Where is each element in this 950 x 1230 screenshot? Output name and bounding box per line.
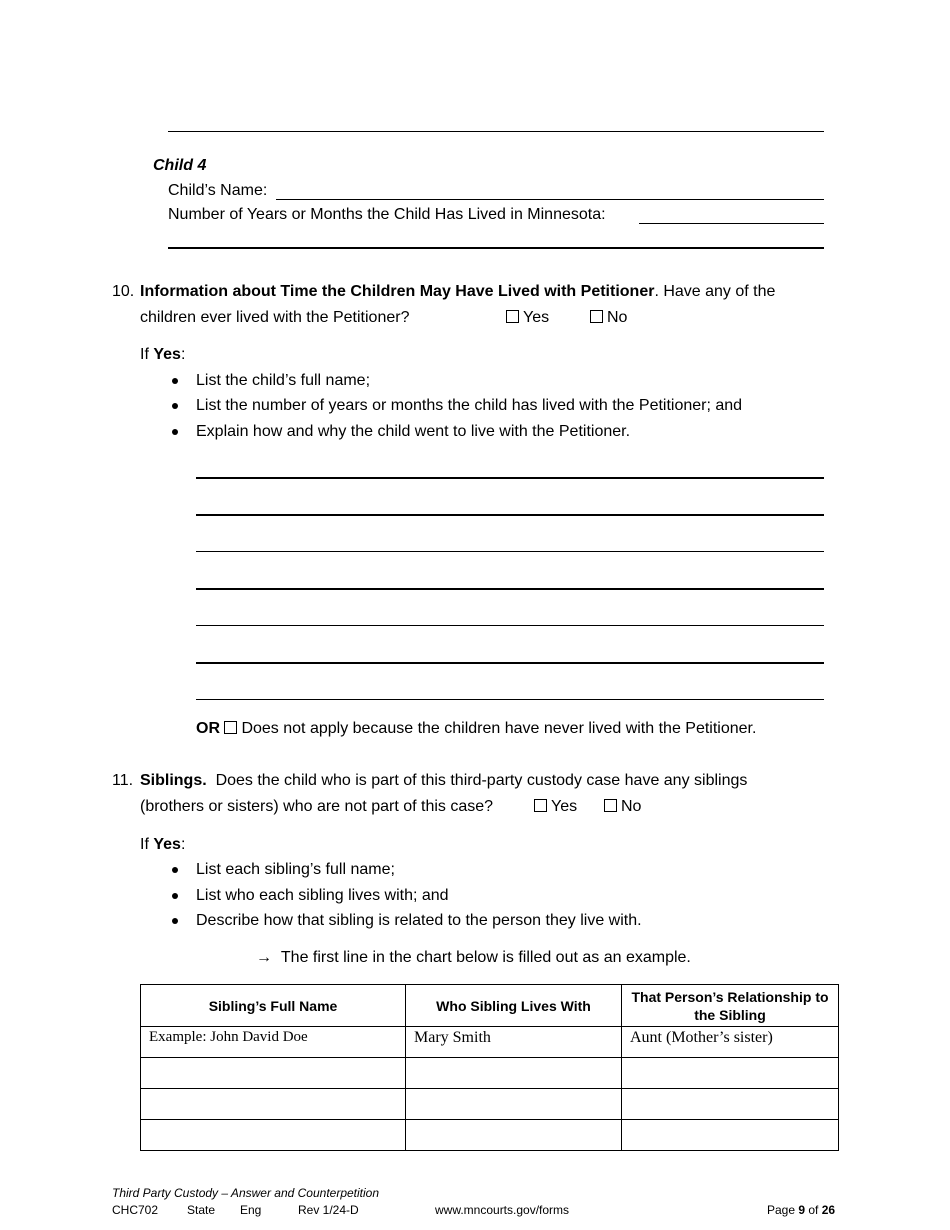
page-total: 26 — [821, 1203, 836, 1217]
q10-not-apply-checkbox[interactable] — [224, 721, 237, 734]
q11-no-option[interactable] — [604, 797, 641, 817]
footer-state: State — [187, 1203, 216, 1217]
table-row — [141, 1058, 839, 1089]
q10-no-label: No — [607, 309, 628, 326]
q10-bullet-1: List the child’s full name; — [196, 372, 371, 389]
page-num: 9 — [798, 1203, 806, 1217]
q10-answer-line-3[interactable] — [196, 551, 824, 552]
relationship-cell[interactable] — [622, 1120, 839, 1151]
q10-if-word: Yes — [153, 346, 181, 363]
footer-title: Third Party Custody – Answer and Counterpetition — [112, 1186, 380, 1200]
example-lives-with: Mary Smith — [406, 1027, 622, 1058]
q11-title: Siblings. — [140, 772, 207, 789]
q10-yes-label: Yes — [523, 309, 550, 326]
q10-question-part2: children ever lived with the Petitioner? — [140, 309, 410, 326]
q11-bullet-dot-3 — [172, 918, 178, 924]
footer-rev: Rev 1/24-D — [298, 1203, 359, 1217]
child4-extra-line[interactable] — [168, 247, 824, 249]
q10-answer-line-2[interactable] — [196, 514, 824, 516]
siblings-table — [140, 984, 839, 1151]
footer-page-number — [767, 1202, 835, 1218]
relationship-cell[interactable] — [622, 1058, 839, 1089]
header-relationship: That Person’s Relationship to the Sibling — [622, 985, 839, 1027]
q10-yes-option[interactable] — [506, 308, 549, 328]
q10-answer-line-6[interactable] — [196, 662, 824, 664]
q11-bullet-dot-1 — [172, 867, 178, 873]
child4-name-field[interactable] — [276, 199, 824, 200]
q10-title: Information about Time the Children May Have Lived with Petitioner — [140, 283, 655, 300]
q10-answer-line-7[interactable] — [196, 699, 824, 700]
table-row-example — [141, 1027, 839, 1058]
child4-years-label: Number of Years or Months the Child Has Lived in Minnesota: — [168, 206, 606, 223]
q11-no-label: No — [621, 798, 642, 815]
q10-yes-checkbox[interactable] — [506, 310, 519, 323]
q10-answer-line-4[interactable] — [196, 588, 824, 590]
q10-question-part1: . Have any of the — [654, 283, 776, 300]
q11-example-note-row — [256, 948, 691, 968]
q11-if-yes — [140, 835, 185, 855]
q11-bullet-3: Describe how that sibling is related to the person they live with. — [196, 912, 642, 929]
sibling-name-cell[interactable] — [141, 1120, 406, 1151]
q11-question-part2: (brothers or sisters) who are not part of this case? — [140, 798, 494, 815]
relationship-cell[interactable] — [622, 1089, 839, 1120]
q11-question-part1: Does the child who is part of this third-party custody case have any siblings — [215, 772, 748, 789]
q11-yes-checkbox[interactable] — [534, 799, 547, 812]
lives-with-cell[interactable] — [406, 1058, 622, 1089]
example-relationship: Aunt (Mother’s sister) — [622, 1027, 839, 1058]
table-row — [141, 1120, 839, 1151]
table-row — [141, 1089, 839, 1120]
q11-if-suffix: : — [180, 836, 186, 853]
q11-bullet-2: List who each sibling lives with; and — [196, 887, 449, 904]
q10-number: 10. — [112, 283, 135, 300]
q11-bullet-1: List each sibling’s full name; — [196, 861, 395, 878]
q11-bullet-dot-2 — [172, 893, 178, 899]
page-prefix: Page — [767, 1203, 799, 1217]
q11-if-word: Yes — [153, 836, 181, 853]
example-sibling-name: Example: John David Doe — [141, 1027, 406, 1058]
q10-no-checkbox[interactable] — [590, 310, 603, 323]
header-lives-with: Who Sibling Lives With — [406, 985, 622, 1027]
q10-bullet-dot-2 — [172, 403, 178, 409]
sibling-name-cell[interactable] — [141, 1089, 406, 1120]
q10-if-prefix: If — [140, 346, 154, 363]
child4-heading: Child 4 — [153, 157, 207, 174]
q10-bullet-3: Explain how and why the child went to live with the Petitioner. — [196, 423, 631, 440]
lives-with-cell[interactable] — [406, 1089, 622, 1120]
q11-if-prefix: If — [140, 836, 154, 853]
q10-bullet-2: List the number of years or months the child has lived with the Petitioner; and — [196, 397, 743, 414]
arrow-right-icon: → — [256, 949, 272, 966]
q11-no-checkbox[interactable] — [604, 799, 617, 812]
q10-answer-line-5[interactable] — [196, 625, 824, 626]
q10-if-suffix: : — [180, 346, 186, 363]
sibling-name-cell[interactable] — [141, 1058, 406, 1089]
page-of: of — [805, 1203, 822, 1217]
q11-yes-label: Yes — [551, 798, 578, 815]
prior-child-blank-line[interactable] — [168, 131, 824, 132]
q11-line1 — [140, 771, 747, 791]
q10-or-option[interactable] — [196, 719, 756, 739]
q10-or-text: Does not apply because the children have never lived with the Petitioner. — [241, 720, 757, 737]
q10-bullet-dot-1 — [172, 378, 178, 384]
header-sibling-name: Sibling’s Full Name — [141, 985, 406, 1027]
child4-years-field[interactable] — [639, 223, 824, 224]
q10-if-yes — [140, 345, 185, 365]
lives-with-cell[interactable] — [406, 1120, 622, 1151]
q10-or-label: OR — [196, 720, 220, 737]
siblings-table-header — [141, 985, 839, 1027]
q10-bullet-dot-3 — [172, 429, 178, 435]
q11-yes-option[interactable] — [534, 797, 577, 817]
q11-number: 11. — [112, 772, 134, 789]
q11-example-note: The first line in the chart below is filled out as an example. — [280, 949, 691, 966]
footer-form-code: CHC702 — [112, 1203, 159, 1217]
q10-no-option[interactable] — [590, 308, 627, 328]
child4-name-label: Child’s Name: — [168, 182, 268, 199]
footer-url[interactable]: www.mncourts.gov/forms — [435, 1203, 570, 1217]
footer-lang: Eng — [240, 1203, 262, 1217]
q10-answer-line-1[interactable] — [196, 477, 824, 479]
q10-line1 — [140, 282, 775, 302]
